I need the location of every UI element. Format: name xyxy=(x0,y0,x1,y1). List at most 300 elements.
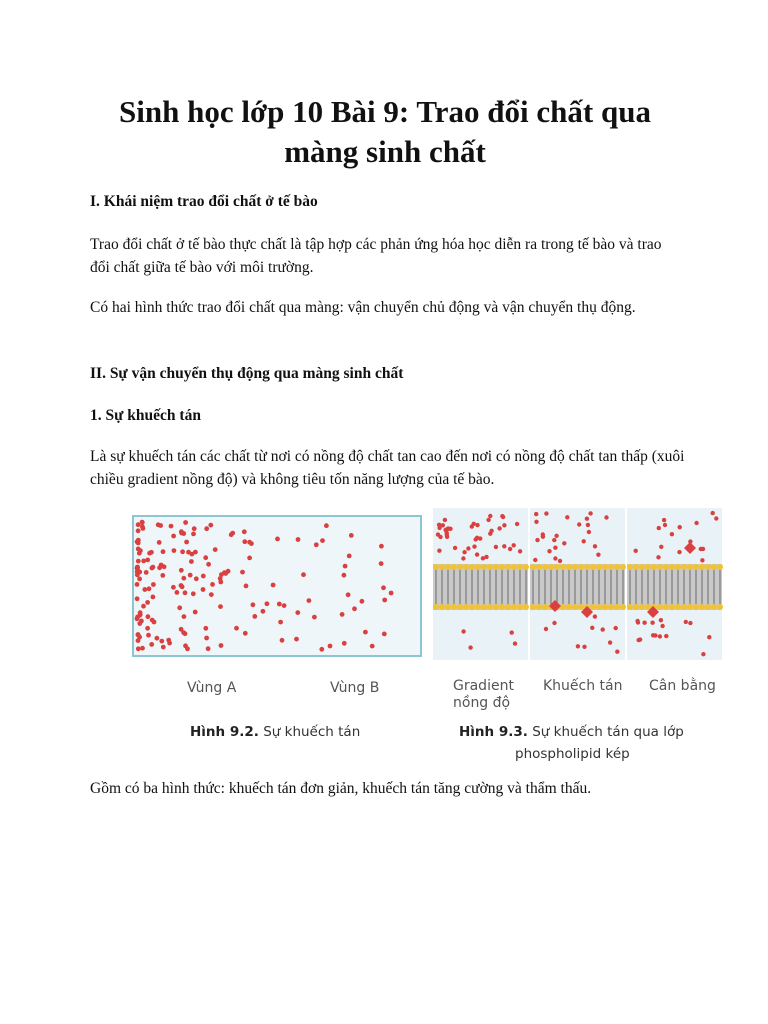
lipid-head xyxy=(645,564,651,570)
solute-particle xyxy=(247,556,252,561)
solute-particle xyxy=(151,565,156,570)
lipid-head xyxy=(657,564,663,570)
solute-particle xyxy=(678,525,682,529)
solute-particle xyxy=(437,523,441,527)
lipid-head xyxy=(523,604,529,610)
solute-particle xyxy=(191,591,196,596)
solute-particle xyxy=(663,523,667,527)
paragraph-1: Trao đổi chất ở tế bào thực chất là tập hợp các phản ứng hóa học diễn ra trong tế bào và trao đổi chất giữa tế bào với môi trường. xyxy=(90,236,662,276)
solute-particle xyxy=(553,556,557,560)
solute-particle xyxy=(240,570,245,575)
solute-particle xyxy=(468,645,472,649)
solute-particle xyxy=(151,595,156,600)
solute-particle xyxy=(711,511,715,515)
solute-particle xyxy=(137,577,142,582)
solute-particle xyxy=(206,562,211,567)
solute-particle xyxy=(502,544,506,548)
lipid-head xyxy=(560,564,566,570)
solute-particle xyxy=(206,646,211,651)
solute-particle xyxy=(340,612,345,617)
solute-particle xyxy=(382,632,387,637)
solute-particle xyxy=(296,537,301,542)
solute-particle xyxy=(141,559,146,564)
label-gradient-line-1: Gradient xyxy=(453,678,514,694)
solute-particle xyxy=(190,552,195,557)
solute-particle xyxy=(352,606,357,611)
solute-particle xyxy=(295,610,300,615)
solute-particle xyxy=(343,564,348,569)
lipid-head xyxy=(463,604,469,610)
solute-particle xyxy=(183,520,188,525)
lipid-head xyxy=(627,604,633,610)
solute-particle xyxy=(512,543,516,547)
solute-particle xyxy=(135,596,140,601)
solute-particle xyxy=(577,522,581,526)
lipid-head xyxy=(620,604,626,610)
solute-particle xyxy=(461,556,465,560)
solute-particle xyxy=(670,532,674,536)
lipid-head xyxy=(633,564,639,570)
solute-particle xyxy=(136,646,141,651)
solute-particle xyxy=(175,590,180,595)
solute-particle xyxy=(445,527,449,531)
solute-particle xyxy=(282,603,287,608)
lipid-head xyxy=(548,564,554,570)
solute-particle xyxy=(346,592,351,597)
solute-particle xyxy=(183,590,188,595)
solute-particle xyxy=(229,532,234,537)
solute-particle xyxy=(342,573,347,578)
solute-particle xyxy=(242,539,247,544)
solute-particle xyxy=(558,559,562,563)
solute-particle xyxy=(140,524,145,529)
solute-particle xyxy=(161,549,166,554)
solute-particle xyxy=(677,550,681,554)
solute-particle xyxy=(688,621,692,625)
lipid-head xyxy=(523,564,529,570)
solute-particle xyxy=(582,645,586,649)
solute-particle xyxy=(544,511,548,515)
solute-particle xyxy=(475,523,479,527)
lipid-head xyxy=(572,564,578,570)
solute-particle xyxy=(194,576,199,581)
solute-particle xyxy=(541,535,545,539)
lipid-head xyxy=(451,604,457,610)
lipid-head xyxy=(711,604,717,610)
solute-particle xyxy=(614,626,618,630)
solute-particle xyxy=(657,526,661,530)
caption-fig-9-3-text: Sự khuếch tán qua lớp xyxy=(532,724,684,740)
solute-particle xyxy=(172,548,177,553)
lipid-head xyxy=(445,564,451,570)
solute-particle xyxy=(135,565,140,570)
solute-particle xyxy=(277,602,282,607)
solute-particle xyxy=(363,630,368,635)
lipid-head xyxy=(590,604,596,610)
lipid-head xyxy=(584,564,590,570)
solute-particle xyxy=(136,522,141,527)
solute-particle xyxy=(593,614,597,618)
lipid-head xyxy=(699,564,705,570)
solute-particle xyxy=(596,553,600,557)
lipid-head xyxy=(681,564,687,570)
solute-particle xyxy=(243,631,248,636)
lipid-head xyxy=(457,604,463,610)
solute-particle xyxy=(159,563,164,568)
solute-particle xyxy=(714,516,718,520)
solute-particle xyxy=(379,561,384,566)
solute-particle xyxy=(502,523,506,527)
solute-particle xyxy=(701,547,705,551)
solute-particle xyxy=(547,549,551,553)
solute-particle xyxy=(159,639,164,644)
lipid-head xyxy=(554,564,560,570)
solute-particle xyxy=(497,526,501,530)
lipid-head xyxy=(693,604,699,610)
solute-particle xyxy=(656,555,660,559)
solute-particle xyxy=(488,514,492,518)
solute-particle xyxy=(157,540,162,545)
lipid-head xyxy=(530,564,536,570)
lipid-head xyxy=(566,604,572,610)
label-zone-a: Vùng A xyxy=(187,680,237,696)
solute-particle xyxy=(494,545,498,549)
lipid-head xyxy=(487,564,493,570)
solute-particle xyxy=(461,629,465,633)
section-1-heading: I. Khái niệm trao đổi chất ở tế bào xyxy=(90,193,318,210)
lipid-head xyxy=(469,564,475,570)
solute-particle xyxy=(179,531,184,536)
solute-particle xyxy=(275,537,280,542)
lipid-head xyxy=(542,564,548,570)
lipid-head xyxy=(602,604,608,610)
lipid-head xyxy=(566,564,572,570)
solute-particle xyxy=(534,520,538,524)
membrane-panels xyxy=(433,508,723,660)
lipid-head xyxy=(602,564,608,570)
lipid-head xyxy=(517,564,523,570)
solute-particle xyxy=(278,620,283,625)
lipid-head xyxy=(578,604,584,610)
solute-particle xyxy=(137,635,142,640)
lipid-head xyxy=(536,604,542,610)
lipid-head xyxy=(439,564,445,570)
solute-particle xyxy=(160,573,165,578)
solute-particle xyxy=(453,546,457,550)
lipid-head xyxy=(620,564,626,570)
solute-particle xyxy=(660,624,664,628)
lipid-head xyxy=(536,564,542,570)
lipid-head xyxy=(469,604,475,610)
solute-particle xyxy=(389,591,394,596)
solute-particle xyxy=(188,573,193,578)
solute-particle xyxy=(642,621,646,625)
solute-particle xyxy=(470,524,474,528)
solute-particle xyxy=(204,526,209,531)
solute-particle xyxy=(191,532,196,537)
solute-particle xyxy=(445,533,449,537)
solute-particle xyxy=(234,626,239,631)
solute-particle xyxy=(475,552,479,556)
solute-particle xyxy=(659,618,663,622)
lipid-head xyxy=(481,604,487,610)
solute-particle xyxy=(565,515,569,519)
solute-particle xyxy=(218,604,223,609)
solute-particle xyxy=(562,541,566,545)
lipid-head xyxy=(633,604,639,610)
caption-fig-9-3 xyxy=(459,724,684,740)
solute-particle xyxy=(294,637,299,642)
solute-particle xyxy=(138,610,143,615)
solute-particle xyxy=(347,554,352,559)
solute-particle xyxy=(552,621,556,625)
lipid-head xyxy=(542,604,548,610)
diffusion-figure xyxy=(125,500,735,775)
solute-particle xyxy=(181,630,186,635)
solute-particle xyxy=(244,584,249,589)
solute-particle xyxy=(145,600,150,605)
solute-particle xyxy=(635,619,639,623)
solute-particle xyxy=(146,614,151,619)
solute-particle xyxy=(280,638,285,643)
lipid-head xyxy=(596,604,602,610)
solute-particle xyxy=(381,585,386,590)
solute-particle xyxy=(588,511,592,515)
solute-particle xyxy=(261,609,266,614)
subsection-1-heading: 1. Sự khuếch tán xyxy=(90,407,201,424)
solute-particle xyxy=(576,644,580,648)
solute-particle xyxy=(535,538,539,542)
title-line-2: màng sinh chất xyxy=(284,134,486,169)
solute-particle xyxy=(185,646,190,651)
lipid-head xyxy=(639,604,645,610)
lipid-head xyxy=(651,564,657,570)
solute-particle xyxy=(508,547,512,551)
solute-particle xyxy=(137,570,142,575)
solute-particle xyxy=(582,539,586,543)
lipid-head xyxy=(433,604,439,610)
solute-particle xyxy=(184,540,189,545)
solute-particle xyxy=(441,523,445,527)
solute-particle xyxy=(486,518,490,522)
solute-particle xyxy=(658,634,662,638)
lipid-head xyxy=(481,564,487,570)
lipid-head xyxy=(572,604,578,610)
solute-particle xyxy=(140,646,145,651)
solute-particle xyxy=(265,601,270,606)
solute-particle xyxy=(544,627,548,631)
solute-particle xyxy=(182,614,187,619)
solute-particle xyxy=(135,582,140,587)
solute-particle xyxy=(140,520,145,525)
solute-particle xyxy=(651,633,655,637)
lipid-head xyxy=(475,564,481,570)
solute-particle xyxy=(171,534,176,539)
lipid-head xyxy=(693,564,699,570)
caption-fig-9-3-number: Hình 9.3. xyxy=(459,724,528,740)
solute-particle xyxy=(150,618,155,623)
paragraph-4: Gồm có ba hình thức: khuếch tán đơn giản, khuếch tán tăng cường và thẩm thấu. xyxy=(90,780,592,797)
solute-particle xyxy=(615,650,619,654)
solute-particle xyxy=(634,549,638,553)
solute-particle xyxy=(193,610,198,615)
solute-particle xyxy=(513,641,517,645)
label-gradient-line-2: nồng độ xyxy=(453,695,511,711)
paragraph-3: Là sự khuếch tán các chất từ nơi có nồng độ chất tan cao đến nơi có nồng độ chất tan thấp (xuôi chiều gradient nồng độ) và không tiêu tốn năng lượng của tế bào. xyxy=(90,448,685,488)
lipid-head xyxy=(451,564,457,570)
solute-particle xyxy=(166,638,171,643)
label-equilibrium: Cân bằng xyxy=(649,678,716,694)
solute-particle xyxy=(312,615,317,620)
solute-particle xyxy=(145,558,150,563)
solute-particle xyxy=(314,542,319,547)
solute-particle xyxy=(324,523,329,528)
lipid-head xyxy=(590,564,596,570)
solute-particle xyxy=(226,569,231,574)
solute-particle xyxy=(659,545,663,549)
solute-particle xyxy=(210,582,215,587)
solute-particle xyxy=(694,521,698,525)
solute-particle xyxy=(488,532,492,536)
solute-particle xyxy=(553,546,557,550)
solute-particle xyxy=(181,576,186,581)
solute-particle xyxy=(701,652,705,656)
solute-particle xyxy=(462,550,466,554)
solute-particle xyxy=(151,582,156,587)
lipid-head xyxy=(493,564,499,570)
lipid-head xyxy=(669,564,675,570)
lipid-head xyxy=(717,604,723,610)
solute-particle xyxy=(554,534,558,538)
lipid-head xyxy=(505,604,511,610)
lipid-head xyxy=(614,604,620,610)
lipid-head xyxy=(475,604,481,610)
solute-particle xyxy=(179,568,184,573)
lipid-head xyxy=(711,564,717,570)
solute-particle xyxy=(147,586,152,591)
solute-particle xyxy=(662,518,666,522)
solute-particle xyxy=(149,642,154,647)
solute-particle xyxy=(189,559,194,564)
solute-particle xyxy=(587,530,591,534)
solute-particle xyxy=(161,645,166,650)
lipid-head xyxy=(687,604,693,610)
lipid-head xyxy=(439,604,445,610)
lipid-head xyxy=(560,604,566,610)
label-zone-b: Vùng B xyxy=(330,680,380,696)
solute-particle xyxy=(136,538,141,543)
solute-particle xyxy=(552,538,556,542)
solute-particle xyxy=(593,544,597,548)
solute-particle xyxy=(209,592,214,597)
lipid-head xyxy=(675,604,681,610)
solute-particle xyxy=(177,605,182,610)
lipid-head xyxy=(493,604,499,610)
caption-fig-9-2-text: Sự khuếch tán xyxy=(263,724,361,740)
solute-particle xyxy=(201,587,206,592)
solute-particle xyxy=(203,555,208,560)
solute-particle xyxy=(515,522,519,526)
solute-particle xyxy=(360,599,365,604)
solute-particle xyxy=(192,526,197,531)
solute-particle xyxy=(608,640,612,644)
solute-particle xyxy=(169,524,174,529)
solute-particle xyxy=(328,644,333,649)
solute-particle xyxy=(474,537,478,541)
solute-particle xyxy=(203,626,208,631)
paragraph-2: Có hai hình thức trao đổi chất qua màng: vận chuyển chủ động và vận chuyển thụ động. xyxy=(90,299,636,316)
lipid-head xyxy=(511,604,517,610)
solute-particle xyxy=(252,614,257,619)
solute-particle xyxy=(585,517,589,521)
solute-particle xyxy=(213,547,218,552)
caption-fig-9-2 xyxy=(190,724,360,740)
solute-particle xyxy=(438,535,442,539)
lipid-head xyxy=(717,564,723,570)
solute-particle xyxy=(219,643,224,648)
solute-particle xyxy=(301,572,306,577)
lipid-head xyxy=(505,564,511,570)
title-line-1: Sinh học lớp 10 Bài 9: Trao đổi chất qua xyxy=(119,94,651,129)
solute-particle xyxy=(171,585,176,590)
solute-particle xyxy=(136,528,141,533)
lipid-head xyxy=(487,604,493,610)
lipid-head xyxy=(445,604,451,610)
lipid-head xyxy=(675,564,681,570)
solute-particle xyxy=(534,512,538,516)
solute-particle xyxy=(437,549,441,553)
page-title xyxy=(60,92,710,172)
label-diffusion: Khuếch tán xyxy=(543,678,623,694)
solute-particle xyxy=(158,523,163,528)
solute-particle xyxy=(637,638,641,642)
caption-fig-9-3-line-2: phospholipid kép xyxy=(515,746,630,762)
solute-particle xyxy=(136,559,141,564)
lipid-head xyxy=(681,604,687,610)
solute-particle xyxy=(370,644,375,649)
solute-particle xyxy=(650,621,654,625)
solute-particle xyxy=(147,551,152,556)
solute-particle xyxy=(382,598,387,603)
lipid-head xyxy=(433,564,439,570)
lipid-head xyxy=(663,604,669,610)
lipid-head xyxy=(499,564,505,570)
lipid-head xyxy=(499,604,505,610)
solute-particle xyxy=(379,544,384,549)
label-gradient xyxy=(453,678,514,712)
solute-particle xyxy=(443,518,447,522)
solute-particle xyxy=(137,621,142,626)
solute-particle xyxy=(155,636,160,641)
lipid-head xyxy=(608,564,614,570)
solute-particle xyxy=(481,556,485,560)
solute-particle xyxy=(586,523,590,527)
lipid-head xyxy=(463,564,469,570)
solute-particle xyxy=(204,636,209,641)
solute-particle xyxy=(319,647,324,652)
lipid-head xyxy=(614,564,620,570)
solute-particle xyxy=(141,604,146,609)
lipid-head xyxy=(657,604,663,610)
solute-particle xyxy=(707,635,711,639)
lipid-head xyxy=(530,604,536,610)
lipid-head xyxy=(596,564,602,570)
lipid-head xyxy=(627,564,633,570)
solute-particle xyxy=(510,630,514,634)
lipid-head xyxy=(699,604,705,610)
lipid-head xyxy=(517,604,523,610)
lipid-head xyxy=(663,564,669,570)
